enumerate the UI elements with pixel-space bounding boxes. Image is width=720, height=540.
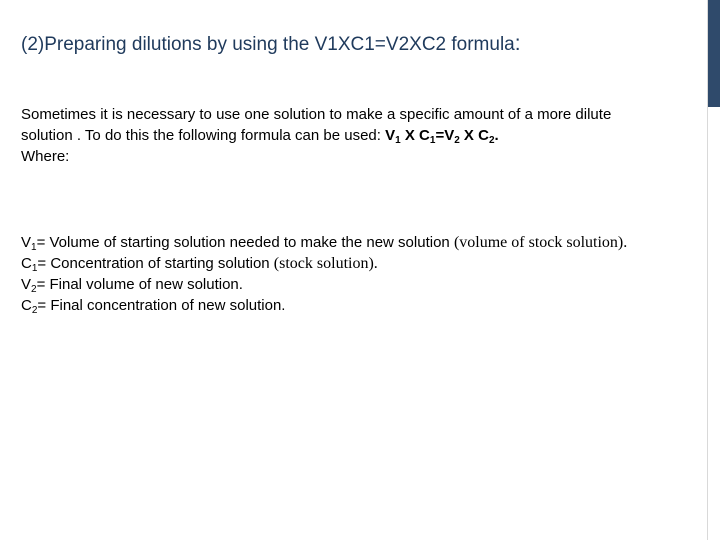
intro-line-1: Sometimes it is necessary to use one solution to make a specific amount of a more dilute	[21, 106, 612, 123]
where-label: Where:	[21, 148, 70, 165]
intro-paragraph	[21, 104, 691, 167]
side-divider	[707, 0, 708, 540]
definition-v1: $V_1=$ Volume of starting solution needed to make the new solution (volume of stock solution).	[21, 234, 628, 253]
slide-title-text: (2)Preparing dilutions by using the V1XC1=V2XC2 formula	[21, 34, 515, 55]
definition-v2: $V_2=$ Final volume of new solution.	[21, 276, 243, 295]
slide-title	[21, 32, 521, 56]
intro-line-2-text: solution . To do this the following formula can be used:	[21, 127, 386, 144]
slide-title-colon: :	[514, 32, 521, 55]
intro-line-2	[21, 125, 691, 146]
accent-bar	[708, 0, 720, 107]
definition-c1: $C_1=$ Concentration of starting solution (stock solution).	[21, 255, 378, 274]
dilution-formula: $V_1$ X $C_1=V_2$ X $C_2$.	[385, 127, 499, 146]
definition-c2: $C_2=$ Final concentration of new solution.	[21, 297, 286, 316]
definitions-list	[21, 232, 691, 316]
